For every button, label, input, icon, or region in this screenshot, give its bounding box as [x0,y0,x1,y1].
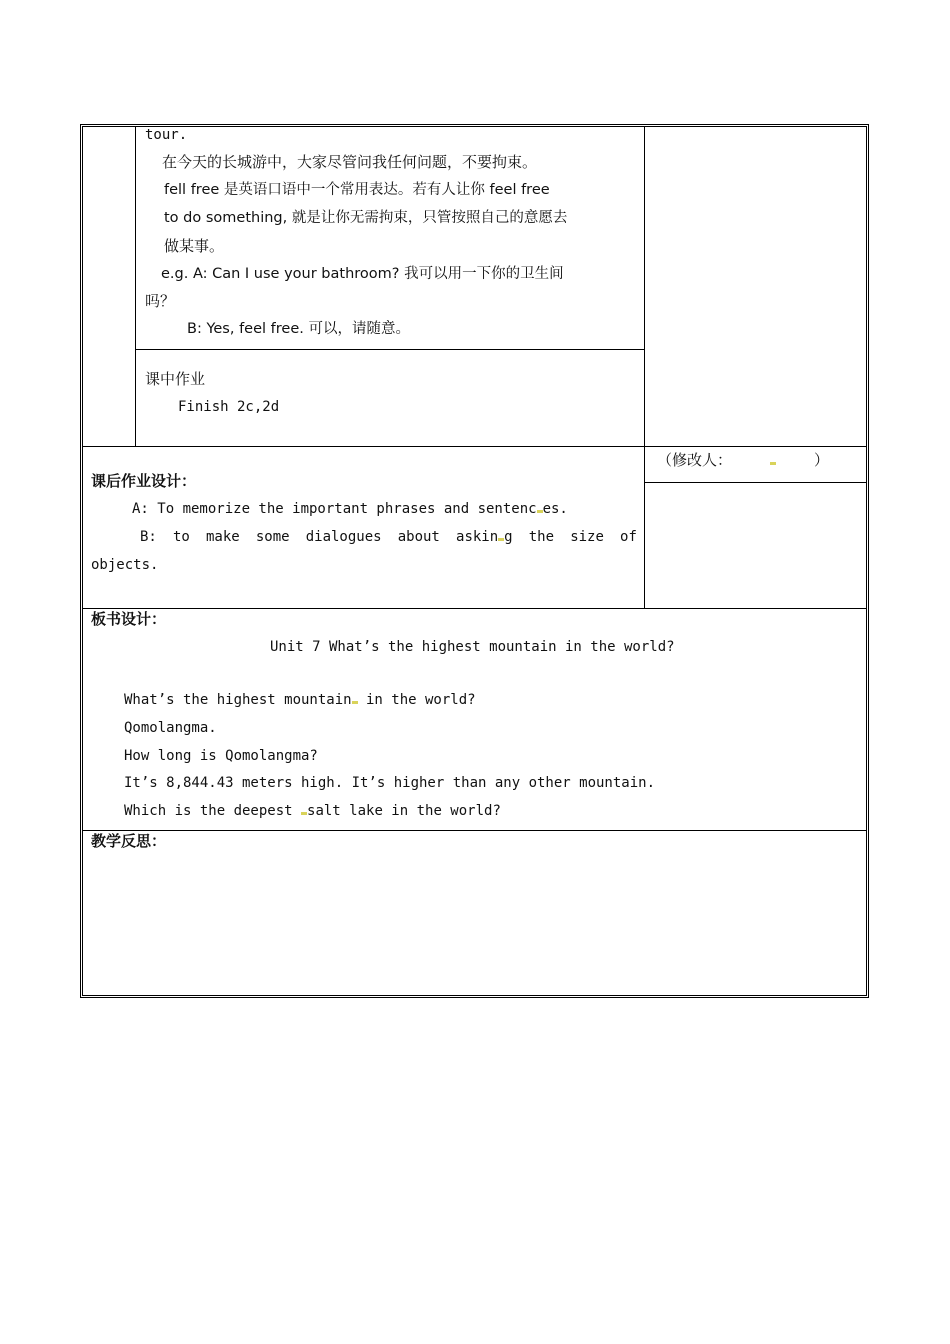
reflection-title: 教学反思： [91,832,167,850]
board-title: 板书设计： [91,610,167,628]
lesson-line-6: e.g. A: Can I use your bathroom? 我可以用一下你的卫生间 [161,266,564,282]
reviser-label: （修改人： [657,451,733,469]
hw-word: some [255,529,290,545]
hw-word: dialogues [305,529,382,545]
classwork-title: 课中作业 [145,370,206,388]
hw-word-part: g [504,529,513,545]
divider-row-3 [83,830,866,831]
board-heading: Unit 7 What’s the highest mountain in the world? [270,639,675,655]
hw-word: to [173,529,190,545]
hw-word: about [397,529,440,545]
divider-lesson-classwork [135,349,644,350]
hw-word: make [206,529,240,545]
lesson-line-4: to do something, 就是让你无需拘束，只管按照自己的意愿去 [164,210,568,226]
board-line-5 [124,802,501,820]
board-line-5-end: salt lake in the world? [307,803,501,819]
hw-word: size [570,529,604,545]
lesson-line-7: 吗？ [145,292,176,310]
board-line-2: Qomolangma. [124,720,217,736]
lesson-line-5: 做某事。 [164,237,225,255]
homework-item-a [132,500,568,518]
board-line-3: How long is Qomolangma? [124,748,318,764]
divider-row-1 [83,446,866,447]
hw-word-part: askin [456,529,499,545]
lesson-line-3: fell free 是英语口语中一个常用表达。若有人让你 feel free [164,182,550,198]
hw-word-split [456,528,513,546]
lesson-line-2: 在今天的长城游中，大家尽管问我任何问题，不要拘束。 [162,153,538,171]
homework-item-b-cont: objects. [91,557,159,573]
board-line-1-text: What’s the highest mountain [124,692,352,708]
hw-word: the [528,529,555,545]
homework-title: 课后作业设计： [91,472,197,490]
reviser-highlight-mark [770,462,776,465]
homework-item-a-text: A: To memorize the important phrases and sentenc [132,501,537,517]
board-line-4: It’s 8,844.43 meters high. It’s higher than any other mountain. [124,775,656,791]
left-column-divider [135,127,136,447]
table-frame [80,124,869,998]
divider-row-2 [83,608,866,609]
board-line-5-text: Which is the deepest [124,803,302,819]
lesson-line-8: B: Yes, feel free. 可以，请随意。 [187,321,410,337]
hw-word: of [620,529,637,545]
hw-word: B: [140,529,157,545]
right-column-divider [644,127,645,608]
divider-reviser [644,482,866,483]
board-line-1 [124,691,476,709]
board-line-1-end: in the world? [357,692,476,708]
homework-item-b [140,528,637,546]
classwork-task: Finish 2c,2d [178,399,280,415]
reviser-close: ） [814,451,830,469]
lesson-line-1: tour. [145,127,188,143]
homework-item-a-end: es. [542,501,568,517]
